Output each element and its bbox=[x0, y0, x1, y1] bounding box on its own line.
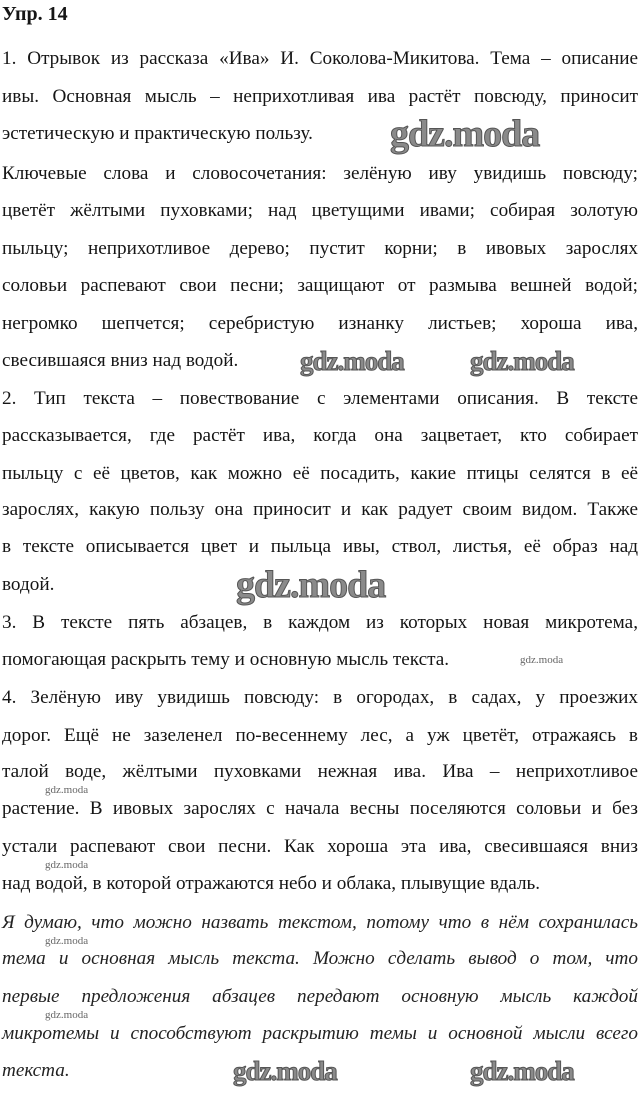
watermark-logo: gdz.moda bbox=[233, 1056, 337, 1086]
paragraph-line: свесившаяся вниз над водой. bbox=[2, 350, 239, 371]
paragraph-line: помогающая раскрыть тему и основную мысль текста. bbox=[2, 649, 450, 670]
paragraph-line: 2. Тип текста – повествование с элементами описания. В тексте bbox=[2, 388, 638, 409]
conclusion-line: текста. bbox=[2, 1060, 70, 1081]
watermark-logo: gdz.moda bbox=[470, 346, 574, 376]
watermark-logo: gdz.moda bbox=[236, 564, 386, 606]
paragraph-line: пыльцу с её цветов, как можно её посадить, какие птицы селятся в её bbox=[2, 463, 638, 484]
paragraph-line: негромко шепчется; серебристую изнанку листьев; хороша ива, bbox=[2, 313, 638, 334]
paragraph-line: в тексте описывается цвет и пыльца ивы, ствол, листья, её образ над bbox=[2, 536, 638, 557]
conclusion-line: тема и основная мысль текста. Можно сделать вывод о том, что bbox=[2, 948, 638, 969]
watermark-logo: gdz.moda bbox=[45, 859, 89, 871]
paragraph-line: устали распевают свои песни. Как хороша эта ива, свесившаяся вниз bbox=[2, 836, 638, 857]
paragraph-line: водой. bbox=[2, 574, 55, 595]
watermark-logo: gdz.moda bbox=[45, 784, 89, 796]
paragraph-line: пыльцу; неприхотливое дерево; пустит корни; в ивовых зарослях bbox=[2, 238, 638, 259]
paragraph-line: над водой, в которой отражаются небо и облака, плывущие вдаль. bbox=[2, 873, 541, 894]
paragraph-line: ивы. Основная мысль – неприхотливая ива растёт повсюду, приносит bbox=[2, 86, 638, 107]
paragraph-line: соловьи распевают свои песни; защищают от размыва вешней водой; bbox=[2, 275, 638, 296]
watermark-logo: gdz.moda bbox=[45, 1009, 89, 1021]
watermark-logo: gdz.moda bbox=[390, 113, 540, 155]
paragraph-line: 1. Отрывок из рассказа «Ива» И. Соколова-Микитова. Тема – описание bbox=[2, 48, 638, 69]
conclusion-line: первые предложения абзацев передают основную мысль каждой bbox=[2, 986, 638, 1007]
watermark-logo: gdz.moda bbox=[45, 935, 89, 947]
paragraph-line: талой воде, жёлтыми пуховками нежная ива. Ива – неприхотливое bbox=[2, 761, 638, 782]
paragraph-line: Ключевые слова и словосочетания: зелёную иву увидишь повсюду; bbox=[2, 163, 638, 184]
exercise-title: Упр. 14 bbox=[2, 3, 68, 25]
paragraph-line: цветёт жёлтыми пуховками; над цветущими ивами; собирая золотую bbox=[2, 200, 638, 221]
paragraph-line: растение. В ивовых зарослях с начала весны поселяются соловьи и без bbox=[2, 798, 638, 819]
watermark-logo: gdz.moda bbox=[470, 1056, 574, 1086]
conclusion-line: Я думаю, что можно назвать текстом, потому что в нём сохранилась bbox=[2, 912, 638, 933]
conclusion-line: микротемы и способствуют раскрытию темы и основной мысли всего bbox=[2, 1023, 638, 1044]
paragraph-line: рассказывается, где растёт ива, когда она зацветает, кто собирает bbox=[2, 425, 638, 446]
watermark-logo: gdz.moda bbox=[520, 654, 564, 666]
paragraph-line: 3. В тексте пять абзацев, в каждом из которых новая микротема, bbox=[2, 612, 638, 633]
paragraph-line: дорог. Ещё не зазеленел по-весеннему лес, а уж цветёт, отражаясь в bbox=[2, 725, 638, 746]
watermark-logo: gdz.moda bbox=[300, 346, 404, 376]
paragraph-line: зарослях, какую пользу она приносит и как радует своим видом. Также bbox=[2, 499, 638, 520]
paragraph-line: эстетическую и практическую пользу. bbox=[2, 123, 313, 144]
paragraph-line: 4. Зелёную иву увидишь повсюду: в огородах, в садах, у проезжих bbox=[2, 687, 638, 708]
